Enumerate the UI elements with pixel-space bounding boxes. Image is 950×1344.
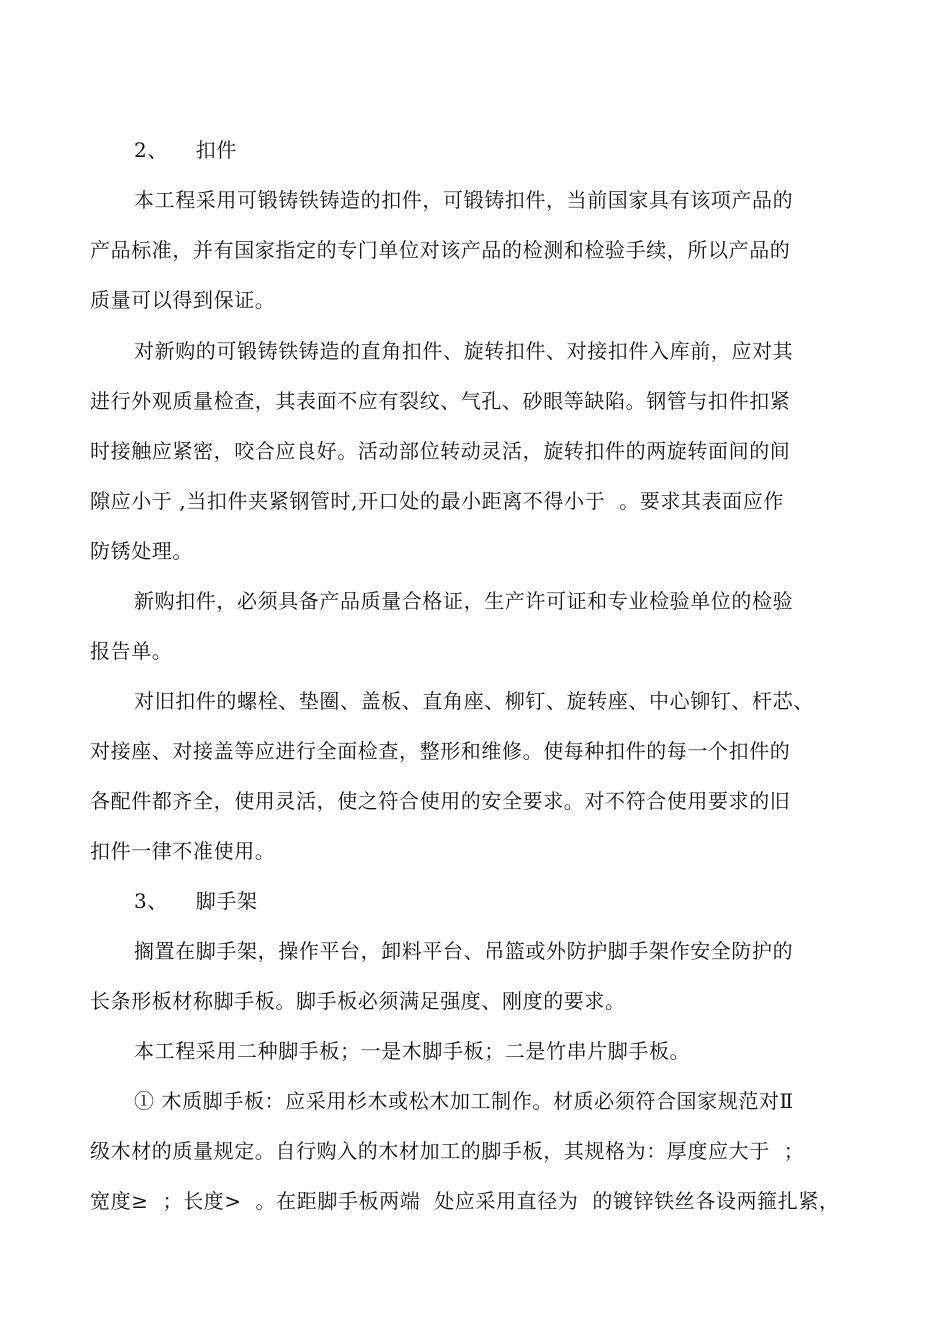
paragraph-line: 对旧扣件的螺栓、垫圈、盖板、直角座、柳钉、旋转座、中心铆钉、杆芯、	[134, 689, 814, 713]
paragraph-line: 各配件都齐全，使用灵活，使之符合使用的安全要求。对不符合使用要求的旧	[90, 789, 791, 813]
paragraph-line: 长条形板材称脚手板。脚手板必须满足强度、刚度的要求。	[90, 989, 626, 1013]
paragraph-line: 宽度≥ ；长度> 。在距脚手板两端 处应采用直径为 的镀锌铁丝各设两箍扎紧，	[90, 1189, 840, 1213]
paragraph-line: 进行外观质量检查，其表面不应有裂纹、气孔、砂眼等缺陷。钢管与扣件扣紧	[90, 389, 791, 413]
paragraph-line: 本工程采用可锻铸铁铸造的扣件，可锻铸扣件，当前国家具有该项产品的	[134, 188, 794, 212]
paragraph-line: 报告单。	[90, 639, 173, 663]
paragraph-line: 本工程采用二种脚手板；一是木脚手板；二是竹串片脚手板。	[134, 1039, 691, 1063]
section-heading-fasteners: 2、 扣件	[134, 138, 237, 162]
paragraph-line: 级木材的质量规定。自行购入的木材加工的脚手板，其规格为：厚度应大于 ；	[90, 1139, 805, 1163]
paragraph-line: 时接触应紧密，咬合应良好。活动部位转动灵活，旋转扣件的两旋转面间的间	[90, 439, 791, 463]
paragraph-line: 质量可以得到保证。	[90, 288, 276, 312]
section-heading-scaffold: 3、 脚手架	[134, 889, 258, 913]
paragraph-line: 隙应小于 ,当扣件夹紧钢管时,开口处的最小距离不得小于 。要求其表面应作	[90, 489, 784, 513]
paragraph-line: 产品标准，并有国家指定的专门单位对该产品的检测和检验手续，所以产品的	[90, 238, 791, 262]
paragraph-line: 对新购的可锻铸铁铸造的直角扣件、旋转扣件、对接扣件入库前，应对其	[134, 339, 794, 363]
paragraph-line: 对接座、对接盖等应进行全面检查，整形和维修。使每种扣件的每一个扣件的	[90, 739, 791, 763]
paragraph-line: ① 木质脚手板：应采用杉木或松木加工制作。材质必须符合国家规范对Ⅱ	[134, 1089, 794, 1113]
paragraph-line: 防锈处理。	[90, 539, 193, 563]
paragraph-line: 扣件一律不准使用。	[90, 839, 276, 863]
paragraph-line: 新购扣件，必须具备产品质量合格证，生产许可证和专业检验单位的检验	[134, 589, 794, 613]
paragraph-line: 搁置在脚手架，操作平台，卸料平台、吊篮或外防护脚手架作安全防护的	[134, 939, 794, 963]
